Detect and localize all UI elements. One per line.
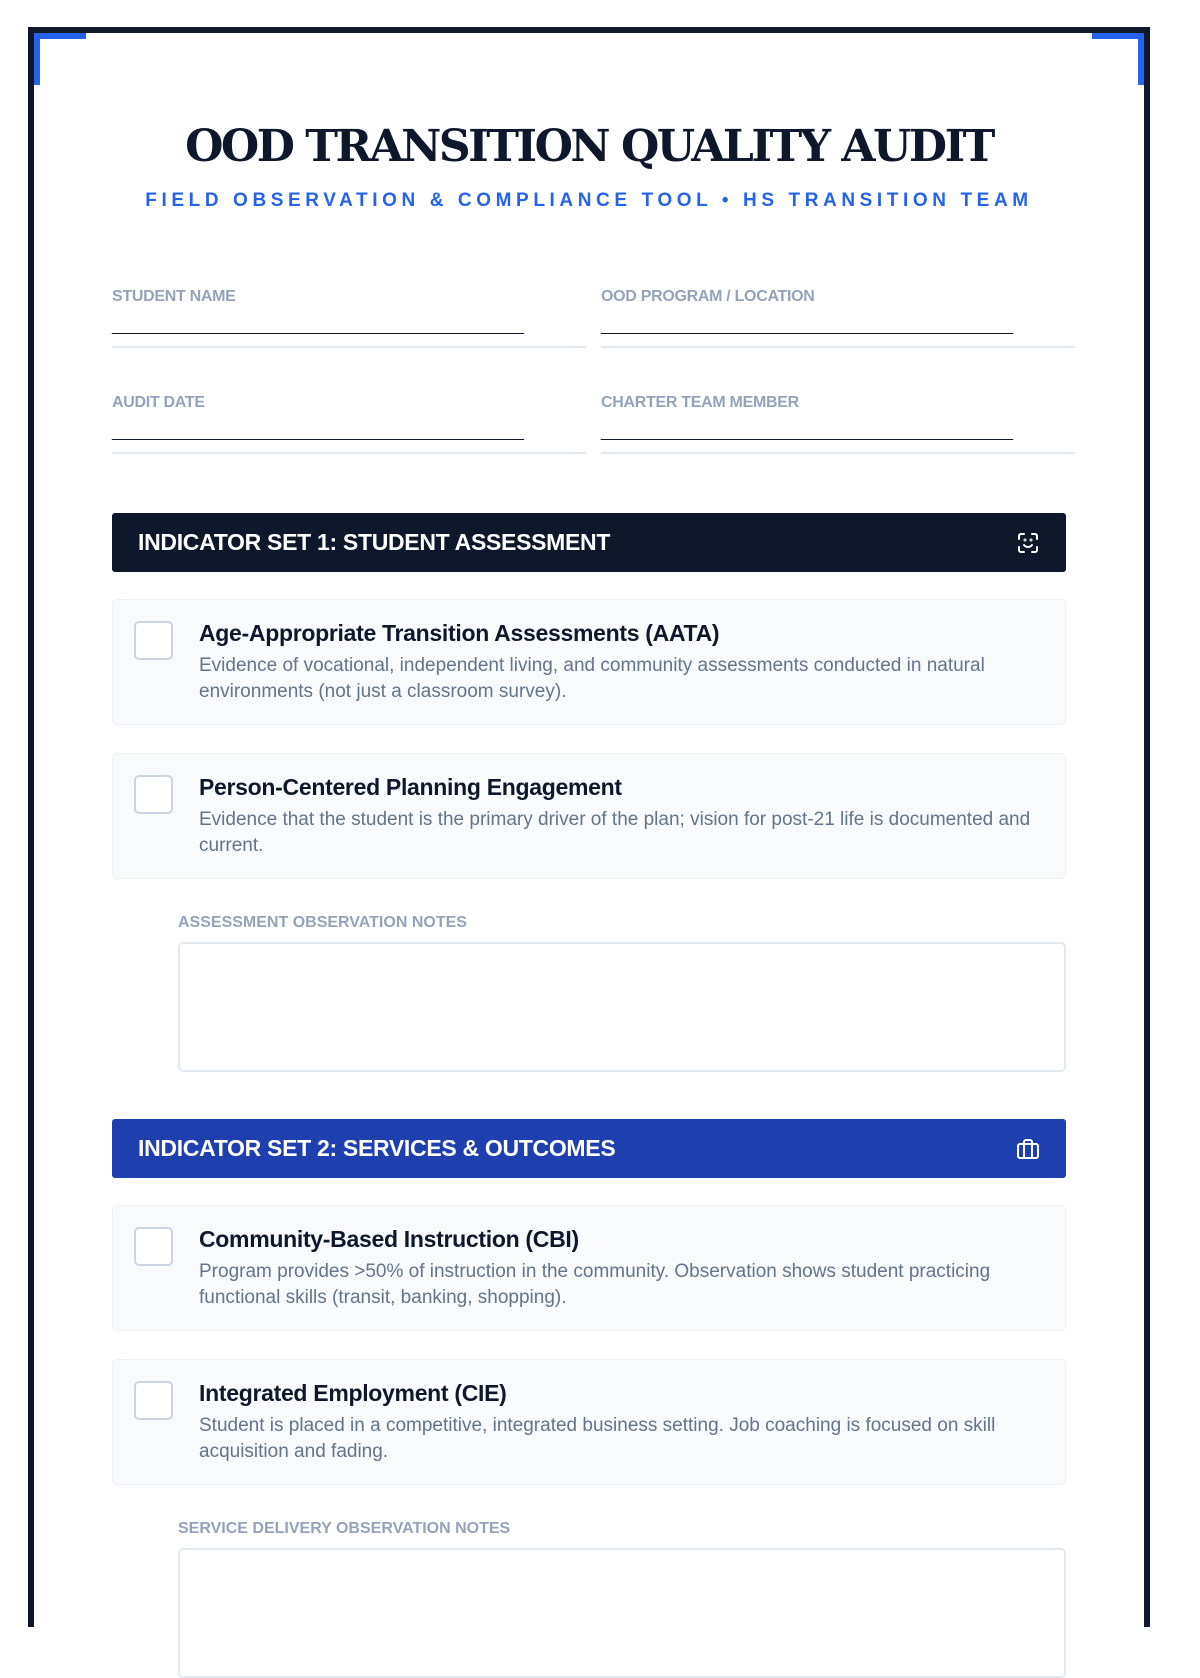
field-label: OOD PROGRAM / LOCATION <box>601 288 815 305</box>
assessment-notes-textarea[interactable] <box>178 942 1066 1072</box>
team-member-input[interactable]: _________________________________________________ <box>601 424 1075 454</box>
item-title: Age-Appropriate Transition Assessments (AATA) <box>199 620 720 646</box>
section-title: INDICATOR SET 1: STUDENT ASSESSMENT <box>138 529 611 555</box>
service-notes-textarea[interactable] <box>178 1548 1066 1678</box>
section-title: INDICATOR SET 2: SERVICES & OUTCOMES <box>138 1135 616 1161</box>
item-description: Student is placed in a competitive, integrated business setting. Job coaching is focused on skill acquisition and fading. <box>199 1415 996 1462</box>
checkbox[interactable] <box>134 775 173 814</box>
checkbox[interactable] <box>134 1227 173 1266</box>
notes-label: ASSESSMENT OBSERVATION NOTES <box>178 914 467 931</box>
team-member-field[interactable] <box>601 394 1075 454</box>
face-scan-icon <box>1016 531 1040 555</box>
checklist-item-cie <box>112 1359 1066 1485</box>
section-header-services-outcomes <box>112 1119 1066 1178</box>
item-title: Integrated Employment (CIE) <box>199 1380 507 1406</box>
page-title: OOD TRANSITION QUALITY AUDIT <box>185 121 993 172</box>
checklist-item-aata <box>112 599 1066 725</box>
item-title: Person-Centered Planning Engagement <box>199 774 622 800</box>
checkbox[interactable] <box>134 1381 173 1420</box>
audit-date-input[interactable]: _________________________________________________ <box>112 424 586 454</box>
student-name-field[interactable] <box>112 288 586 348</box>
item-description: Evidence that the student is the primary driver of the plan; vision for post-21 life is documented and current. <box>199 809 1031 856</box>
field-label: CHARTER TEAM MEMBER <box>601 394 799 411</box>
item-description: Evidence of vocational, independent living, and community assessments conducted in natural environments (not just a classroom survey). <box>199 655 985 702</box>
audit-date-field[interactable] <box>112 394 586 454</box>
item-title: Community-Based Instruction (CBI) <box>199 1226 579 1252</box>
notes-label: SERVICE DELIVERY OBSERVATION NOTES <box>178 1520 511 1537</box>
audit-form <box>28 27 1150 1627</box>
section-header-student-assessment <box>112 513 1066 572</box>
checkbox[interactable] <box>134 621 173 660</box>
checklist-item-person-centered <box>112 753 1066 879</box>
page-subtitle: FIELD OBSERVATION & COMPLIANCE TOOL • HS TRANSITION TEAM <box>145 190 1033 211</box>
program-location-field[interactable] <box>601 288 1075 348</box>
corner-accent <box>34 33 86 85</box>
corner-accent <box>1092 33 1144 85</box>
field-label: STUDENT NAME <box>112 288 236 305</box>
field-label: AUDIT DATE <box>112 394 205 411</box>
briefcase-icon <box>1016 1137 1040 1161</box>
checklist-item-cbi <box>112 1205 1066 1331</box>
program-location-input[interactable]: _________________________________________________ <box>601 318 1075 348</box>
item-description: Program provides >50% of instruction in the community. Observation shows student practicing functional skills (transit, banking, shopping). <box>199 1261 991 1308</box>
student-name-input[interactable]: _________________________________________________ <box>112 318 586 348</box>
